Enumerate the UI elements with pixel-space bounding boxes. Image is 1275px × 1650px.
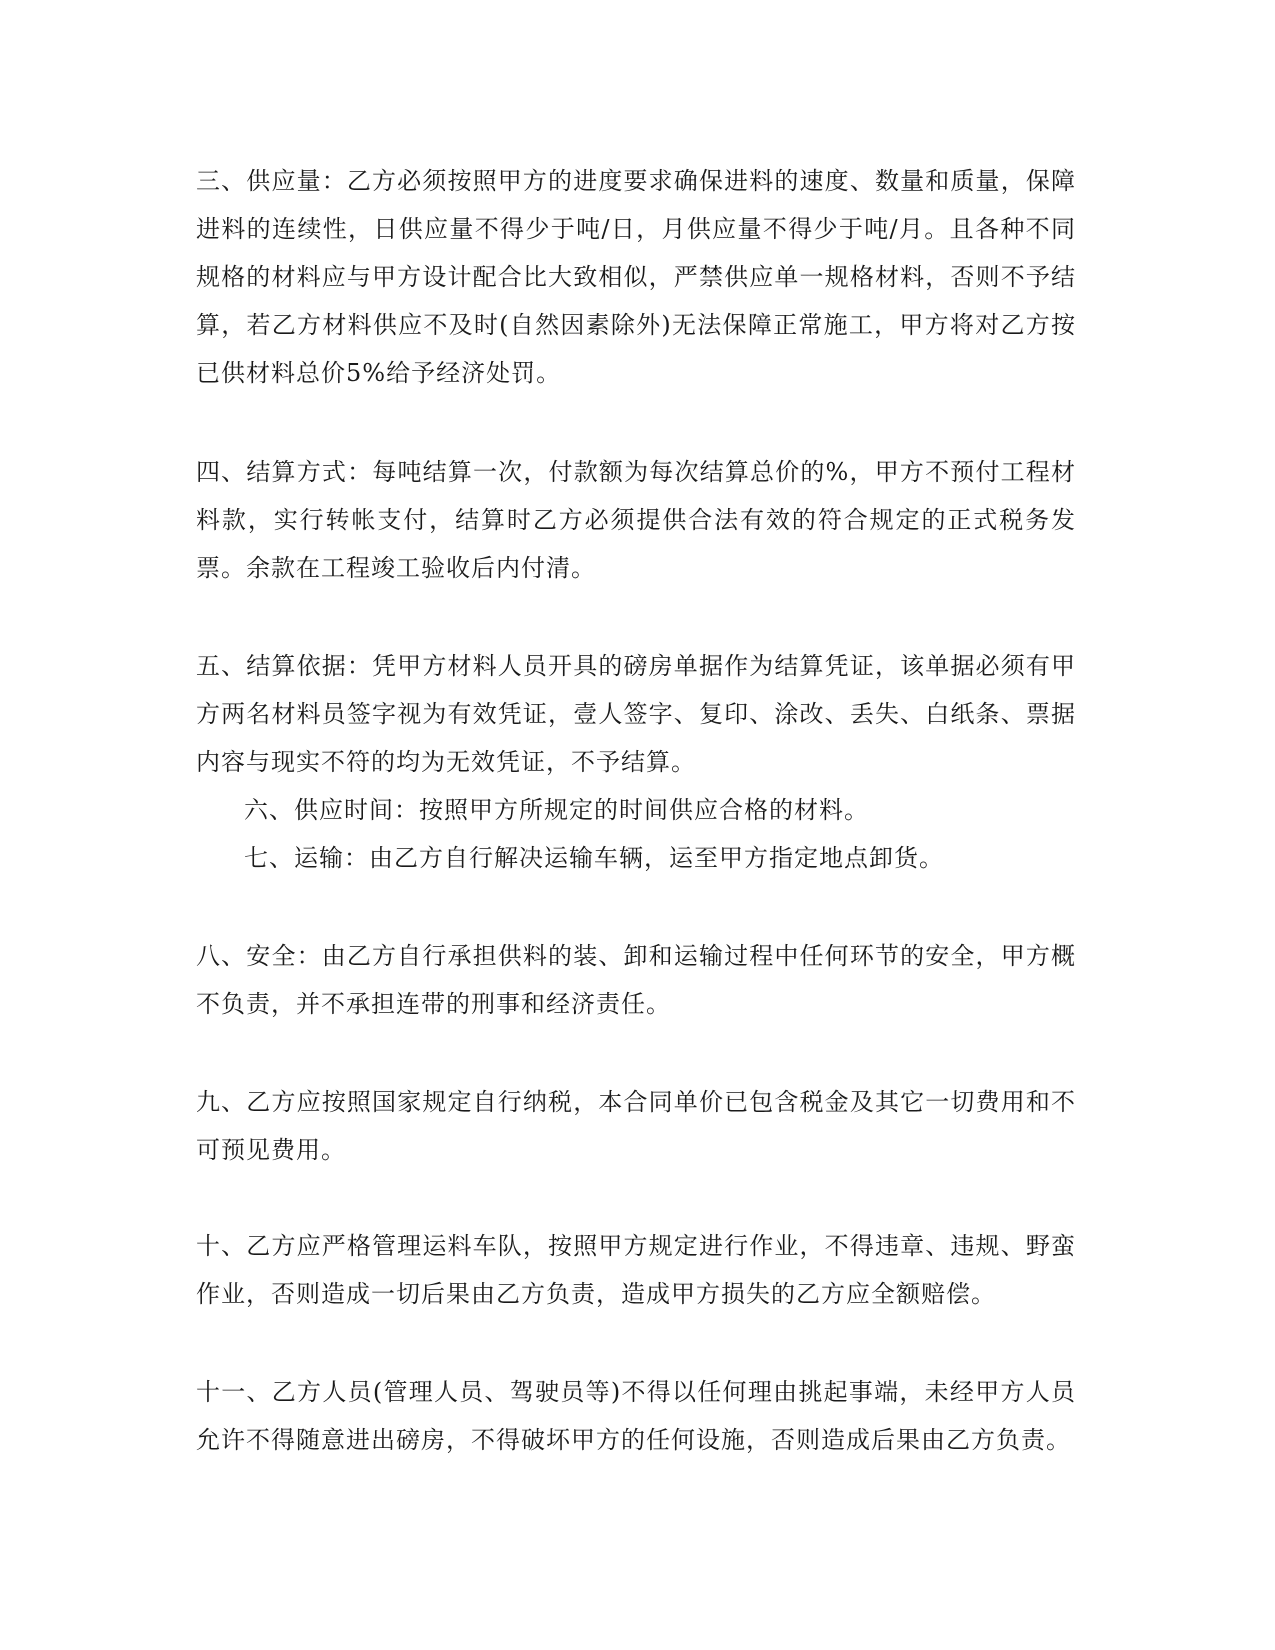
clause-supply-quantity: 三、供应量：乙方必须按照甲方的进度要求确保进料的速度、数量和质量，保障进料的连续性，日供应量不得少于吨/日，月供应量不得少于吨/月。且各种不同规格的材料应与甲方设计配合比大致相似，严禁供应单一规格材料，否则不予结算，若乙方材料供应不及时(自然因素除外)无法保障正常施工，甲方将对乙方按已供材料总价5%给予经济处罚。 (196, 167, 1076, 387)
clause-transport: 七、运输：由乙方自行解决运输车辆，运至甲方指定地点卸货。 (244, 844, 944, 872)
clause-supply-time: 六、供应时间：按照甲方所规定的时间供应合格的材料。 (244, 796, 869, 824)
clause-personnel-conduct: 十一、乙方人员(管理人员、驾驶员等)不得以任何理由挑起事端，未经甲方人员允许不得随意进出磅房，不得破坏甲方的任何设施，否则造成后果由乙方负责。 (196, 1378, 1076, 1454)
clause-settlement-basis: 五、结算依据：凭甲方材料人员开具的磅房单据作为结算凭证，该单据必须有甲方两名材料员签字视为有效凭证，壹人签字、复印、涂改、丢失、白纸条、票据内容与现实不符的均为无效凭证，不予结算。 (196, 652, 1076, 776)
clause-settlement-method: 四、结算方式：每吨结算一次，付款额为每次结算总价的%，甲方不预付工程材料款，实行转帐支付，结算时乙方必须提供合法有效的符合规定的正式税务发票。余款在工程竣工验收后内付清。 (196, 458, 1076, 582)
clause-fleet-management: 十、乙方应严格管理运料车队，按照甲方规定进行作业，不得违章、违规、野蛮作业，否则造成一切后果由乙方负责，造成甲方损失的乙方应全额赔偿。 (196, 1232, 1076, 1308)
clause-safety: 八、安全：由乙方自行承担供料的装、卸和运输过程中任何环节的安全，甲方概不负责，并不承担连带的刑事和经济责任。 (196, 942, 1076, 1018)
clause-tax: 九、乙方应按照国家规定自行纳税，本合同单价已包含税金及其它一切费用和不可预见费用。 (196, 1088, 1076, 1164)
